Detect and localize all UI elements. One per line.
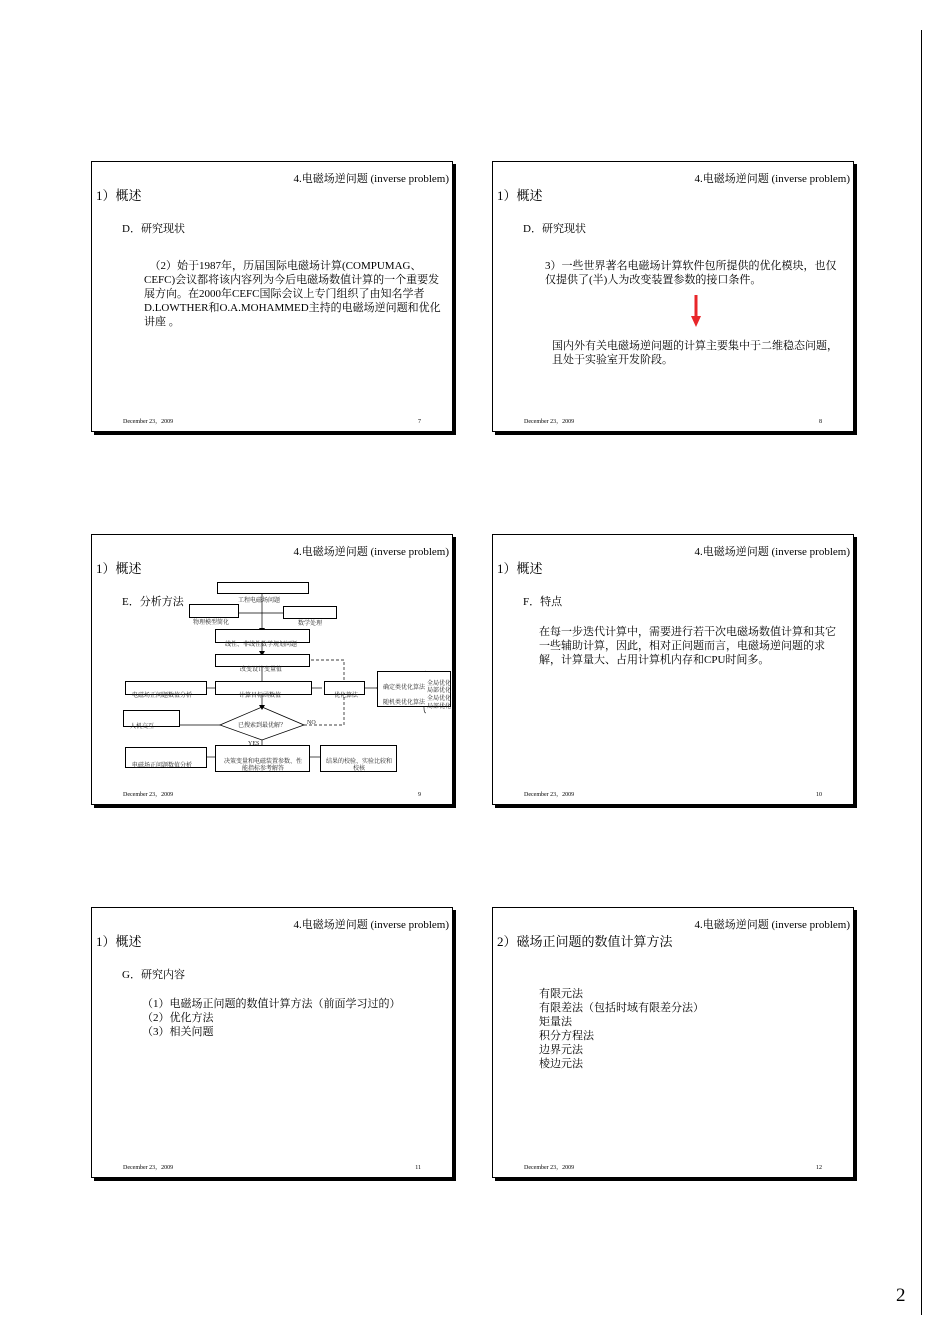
list-item: 边界元法 [539,1044,583,1056]
flow-label-no: NO [307,720,316,726]
flow-label-verify: 结果的校验、实验比较和校核 [325,759,392,772]
section-heading: 1）概述 [497,561,543,576]
flow-label-yes: YES [248,741,260,747]
slide-date: December 23，2009 [524,419,575,425]
flow-box-physical-model [189,604,239,618]
section-heading: 2）磁场正问题的数值计算方法 [497,934,673,949]
slide-title: 4.电磁场逆问题 (inverse problem) [694,919,850,931]
flow-label-calc-objective: 计算目标函数值 [239,693,282,699]
flow-label-change-design: 改变设计变量值 [240,667,283,673]
page-number: 2 [896,1285,906,1306]
slide-number: 12 [816,1165,822,1171]
flow-label-local-1: 局部优化 [427,688,452,694]
section-heading: 1）概述 [96,561,142,576]
flow-label-deterministic: 确定类优化算法 [383,685,426,691]
flow-label-physical-model: 物理模型简化 [193,620,230,626]
slide-9 [91,534,453,805]
slide-body [539,987,839,1071]
slide-7 [91,161,453,432]
slide-10 [492,534,854,805]
subheading: D．研究现状 [122,223,185,235]
slide-body [144,259,446,329]
slide-number: 10 [816,792,822,798]
slide-body [142,997,442,1039]
list-item: 有限元法 [539,988,583,1000]
subheading: G．研究内容 [122,969,185,981]
list-item: 棱边元法 [539,1058,583,1070]
slide-title: 4.电磁场逆问题 (inverse problem) [293,919,449,931]
slide-body [545,259,845,287]
list-item: （3）相关问题 [142,1026,214,1038]
flow-label-opt-algorithm: 优化算法 [334,693,359,699]
flow-label-forward-calc-2: 电磁场正问题数值分析 [132,763,193,769]
flow-label-human: 人机交互 [130,724,155,730]
slide-title: 4.电磁场逆问题 (inverse problem) [694,546,850,558]
flow-label-global-1: 全局优化 [427,681,452,687]
flow-box-engineering [217,582,309,594]
subheading: F．特点 [523,596,563,608]
slide-number: 9 [418,792,421,798]
flow-label-math-process: 数学处理 [298,621,323,627]
flow-box-math-process [283,606,337,619]
body-paragraph: 3）一些世界著名电磁场计算软件包所提供的优化模块，也仅仅提供了(半)人为改变装置参数的接口条件。 [545,260,837,286]
slide-body-2 [552,339,848,367]
slide-date: December 23，2009 [123,419,174,425]
slide-date: December 23，2009 [524,1165,575,1171]
list-item: 积分方程法 [539,1030,594,1042]
flow-label-engineering: 工程电磁场问题 [238,598,281,604]
flow-label-local-2: 局部优化 [427,704,452,710]
flow-label-global-2: 全局优化 [427,696,452,702]
slide-title: 4.电磁场逆问题 (inverse problem) [694,173,850,185]
slide-body [539,625,839,667]
slide-number: 8 [819,419,822,425]
flow-box-change-design [215,654,310,667]
slide-8 [492,161,854,432]
body-paragraph: 国内外有关电磁场逆问题的计算主要集中于二维稳态问题，且处于实验室开发阶段。 [552,340,838,366]
slide-11 [91,907,453,1178]
flow-box-nonlinear [215,629,310,643]
slide-title: 4.电磁场逆问题 (inverse problem) [293,173,449,185]
body-paragraph: （2）始于1987年，历届国际电磁场计算(COMPUMAG、CEFC)会议都将该内容列为今后电磁场数值计算的一个重要发展方向。在2000年CEFC国际会议上专门组织了由知名学者D.LOWTHER和O.A.MOHAMMED主持的电磁场逆问题和优化讲座 。 [144,260,441,328]
list-item: （1）电磁场正问题的数值计算方法（前面学习过的） [142,998,401,1010]
slide-date: December 23，2009 [123,792,174,798]
section-heading: 1）概述 [96,188,142,203]
flow-label-stochastic: 随机类优化算法 [383,700,426,706]
slide-number: 11 [415,1165,421,1171]
flow-label-nonlinear: 线性、非线性数学规划问题 [225,642,298,648]
section-heading: 1）概述 [96,934,142,949]
subheading: D．研究现状 [523,223,586,235]
subheading: E．分析方法 [122,596,184,608]
slide-date: December 23，2009 [123,1165,174,1171]
slide-date: December 23，2009 [524,792,575,798]
slide-title: 4.电磁场逆问题 (inverse problem) [293,546,449,558]
down-arrow-icon [691,295,701,327]
list-item: （2）优化方法 [142,1012,214,1024]
flow-label-decision: 已搜索到最优解？ [238,723,287,729]
slide-12 [492,907,854,1178]
slide-number: 7 [418,419,421,425]
list-item: 有限差法（包括时域有限差分法） [539,1002,704,1014]
body-paragraph: 在每一步迭代计算中，需要进行若干次电磁场数值计算和其它一些辅助计算，因此，相对正问题而言，电磁场逆问题的求解，计算量大、占用计算机内存和CPU时间多。 [539,626,836,666]
section-heading: 1）概述 [497,188,543,203]
vertical-rule [921,30,922,1315]
list-item: 矩量法 [539,1016,572,1028]
flow-label-forward-calc: 电磁场正问题数值分析 [132,693,193,699]
flow-label-result: 决策变量和电磁装置参数、性能指标参考解答 [223,759,302,772]
